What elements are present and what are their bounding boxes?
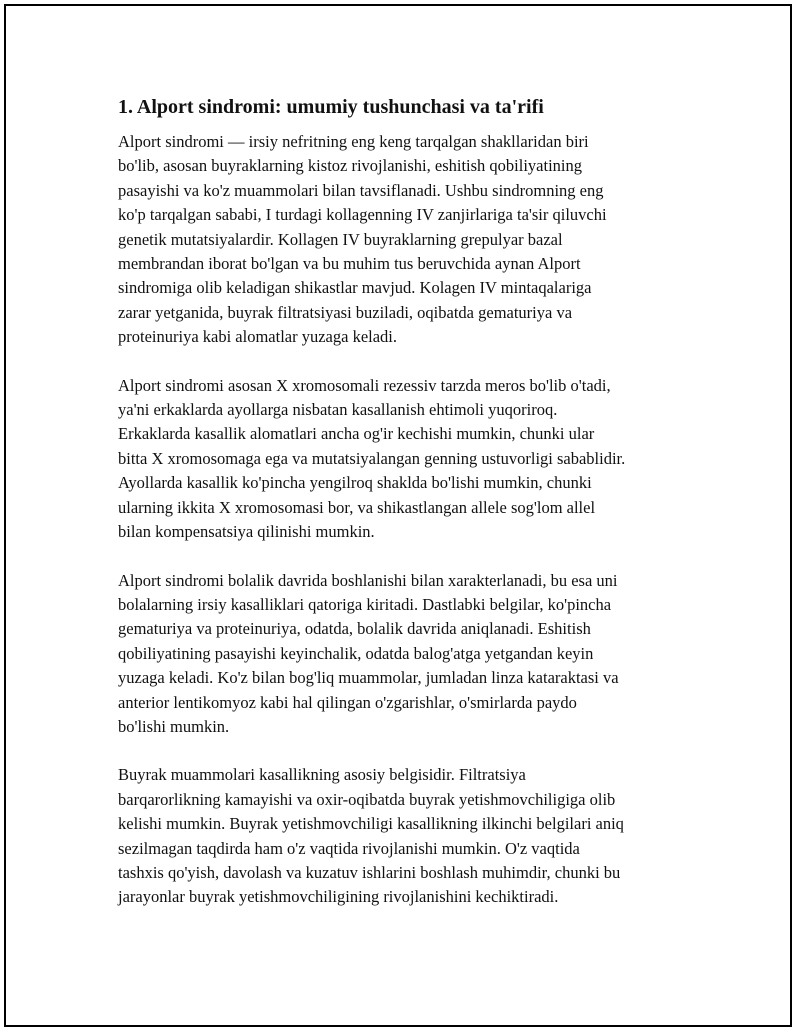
paragraph-line: anterior lentikomyoz kabi hal qilingan o'zgarishlar, o'smirlarda paydo (118, 692, 577, 712)
paragraph-list (118, 130, 688, 910)
paragraph-line: bo'lishi mumkin. (118, 716, 230, 736)
paragraph-line: Alport sindromi — irsiy nefritning eng keng tarqalgan shakllaridan biri (118, 132, 589, 151)
paragraph-line: Alport sindromi asosan X xromosomali rezessiv tarzda meros bo'lib o'tadi, (118, 375, 611, 395)
paragraph-line: Alport sindromi bolalik davrida boshlanishi bilan xarakterlanadi, bu esa uni (118, 570, 618, 590)
paragraph-line: membrandan iborat bo'lgan va bu muhim tus beruvchida aynan Alport (118, 254, 581, 274)
document-body (118, 93, 688, 934)
paragraph (118, 763, 688, 909)
paragraph-line: Ayollarda kasallik ko'pincha yengilroq shaklda bo'lishi mumkin, chunki (118, 473, 592, 493)
paragraph-line: sezilmagan taqdirda ham o'z vaqtida rivojlanishi mumkin. O'z vaqtida (118, 838, 580, 858)
paragraph-line: sindromiga olib keladigan shikastlar mavjud. Kolagen IV mintaqalariga (118, 278, 592, 298)
paragraph-line: zarar yetganida, buyrak filtratsiyasi buziladi, oqibatda gematuriya va (118, 302, 573, 322)
paragraph-line: bitta X xromosomaga ega va mutatsiyalangan genning ustuvorligi sabablidir. (118, 448, 626, 468)
paragraph-line: barqarorlikning kamayishi va oxir-oqibatda buyrak yetishmovchiligiga olib (118, 789, 616, 809)
paragraph-line: pasayishi va ko'z muammolari bilan tavsiflanadi. Ushbu sindromning eng (118, 180, 604, 200)
paragraph-line: ularning ikkita X xromosomasi bor, va shikastlangan allele sog'lom allel (118, 497, 596, 517)
paragraph-line: gematuriya va proteinuriya, odatda, bolalik davrida aniqlanadi. Eshitish (118, 619, 591, 639)
paragraph-line: jarayonlar buyrak yetishmovchiligining rivojlanishini kechiktiradi. (118, 887, 559, 907)
paragraph-line: genetik mutatsiyalardir. Kollagen IV buyraklarning grepulyar bazal (118, 229, 563, 249)
paragraph-line: proteinuriya kabi alomatlar yuzaga keladi. (118, 327, 398, 347)
paragraph-line: kelishi mumkin. Buyrak yetishmovchiligi kasallikning ilkinchi belgilari aniq (118, 814, 624, 834)
paragraph-line: bilan kompensatsiya qilinishi mumkin. (118, 522, 375, 542)
paragraph-line: qobiliyatining pasayishi keyinchalik, odatda balog'atga yetgandan keyin (118, 643, 594, 663)
paragraph-line: Erkaklarda kasallik alomatlari ancha og'ir kechishi mumkin, chunki ular (118, 424, 595, 444)
paragraph-line: bo'lib, asosan buyraklarning kistoz rivojlanishi, eshitish qobiliyatining (118, 156, 583, 176)
paragraph (118, 130, 688, 350)
paragraph-line: yuzaga keladi. Ko'z bilan bog'liq muammolar, jumladan linza kataraktasi va (118, 668, 619, 688)
paragraph-line: ko'p tarqalgan sababi, I turdagi kollagenning IV zanjirlariga ta'sir qiluvchi (118, 205, 607, 225)
paragraph-line: Buyrak muammolari kasallikning asosiy belgisidir. Filtratsiya (118, 765, 526, 785)
section-heading: 1. Alport sindromi: umumiy tushunchasi va ta'rifi (118, 96, 544, 118)
paragraph-line: bolalarning irsiy kasalliklari qatoriga kiritadi. Dastlabki belgilar, ko'pincha (118, 594, 612, 614)
paragraph (118, 374, 688, 545)
paragraph-line: ya'ni erkaklarda ayollarga nisbatan kasallanish ehtimoli yuqoriroq. (118, 400, 558, 420)
paragraph (118, 569, 688, 740)
paragraph-line: tashxis qo'yish, davolash va kuzatuv ishlarini boshlash muhimdir, chunki bu (118, 862, 621, 882)
